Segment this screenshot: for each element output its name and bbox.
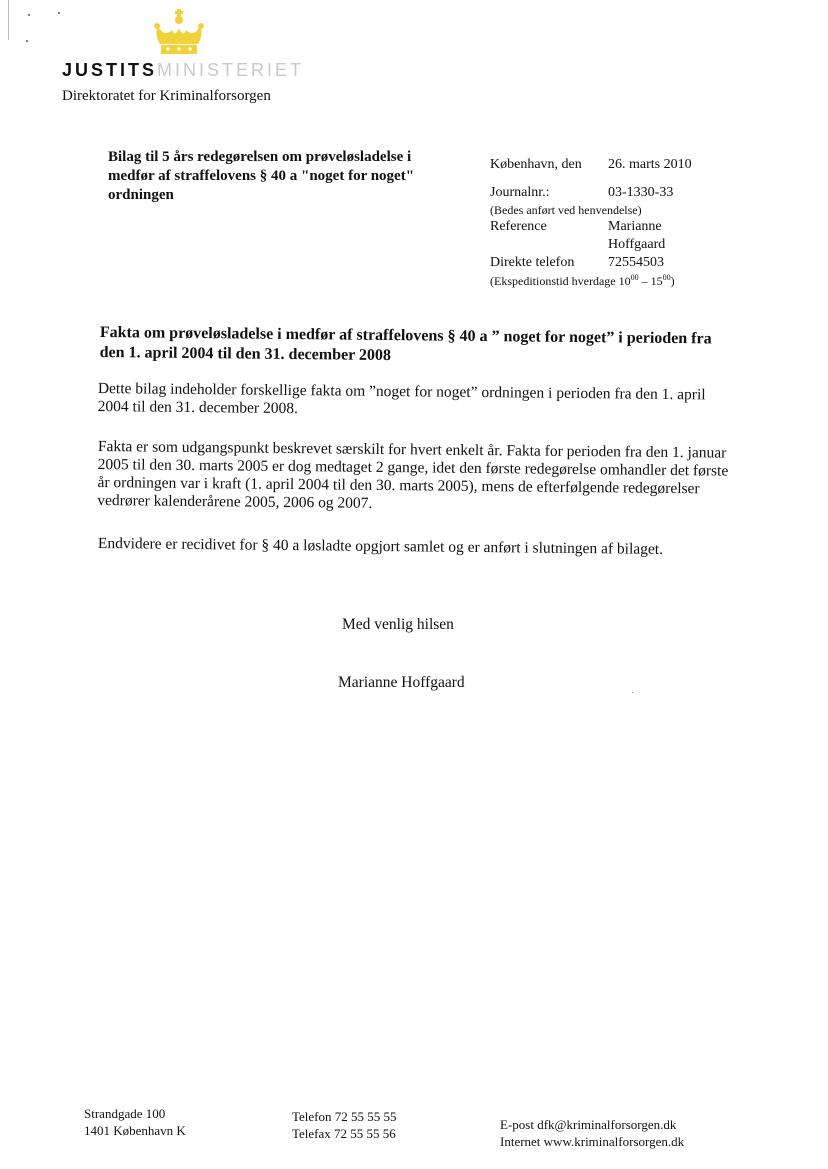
journal-label: Journalnr.:: [490, 185, 550, 200]
footer-city: 1401 København K: [84, 1123, 186, 1138]
subject-heading: Bilag til 5 års redegørelsen om prøveløsladelse i medfør af straffelovens § 40 a "noget for noget" ordningen: [108, 149, 415, 203]
footer-phone: Telefon 72 55 55 55: [292, 1109, 397, 1124]
signer-name: Marianne Hoffgaard: [338, 674, 465, 691]
hours-text: (Ekspeditionstid hverdage 10: [490, 274, 631, 288]
footer-street: Strandgade 100: [84, 1106, 166, 1121]
body-paragraph: Dette bilag indeholder forskellige fakta om ”noget for noget” ordningen i perioden fra den 1. april 2004 til den 31. december 2008.: [97, 380, 706, 418]
reference-name-2: Hoffgaard: [608, 237, 666, 252]
letter-meta: [490, 155, 730, 291]
scan-speck: [58, 12, 60, 14]
royal-crown-icon: [150, 8, 208, 56]
logo-part-light: MINISTERIET: [157, 60, 305, 80]
footer-contact: [500, 1116, 684, 1150]
hours-dash: – 15: [638, 274, 663, 288]
document-heading: Fakta om prøveløsladelse i medfør af straffelovens § 40 a ” noget for noget” i perioden fra den 1. april 2004 til den 31. december 2008: [99, 323, 712, 365]
scan-speck: [26, 40, 28, 42]
body-paragraph: Endvidere er recidivet for § 40 a løsladte opgjort samlet og er anført i slutningen af bilaget.: [97, 535, 664, 558]
scan-edge-line: [8, 0, 9, 40]
body-paragraph: Fakta er som udgangspunkt beskrevet særskilt for hvert enkelt år. Fakta for perioden fra den 1. januar 2005 til den 30. marts 2005 er dog medtaget 2 gange, idet den første redegørelse omhandler det første år ordningen var i kraft (1. april 2004 til den 30. marts 2005), mens de efterfølgende redegørelser vedrører kalenderårene 2005, 2006 og 2007.: [97, 438, 729, 512]
department-name: Direktoratet for Kriminalforsorgen: [62, 88, 271, 104]
footer-phones: [292, 1108, 397, 1142]
hours-to-sup: 00: [662, 273, 671, 282]
journal-number: 03-1330-33: [608, 185, 674, 200]
scan-speck: [28, 14, 30, 16]
office-hours-note: [490, 273, 675, 289]
logo-part-bold: JUSTITS: [62, 60, 158, 80]
reference-name-1: Marianne: [608, 219, 662, 234]
hours-from-sup: 00: [630, 273, 639, 282]
footer-address: [84, 1105, 186, 1139]
ministry-logo-text: [62, 60, 304, 81]
closing-greeting: Med venlig hilsen: [342, 616, 454, 633]
hours-close: ): [670, 274, 675, 288]
footer-email: E-post dfk@kriminalforsorgen.dk: [500, 1117, 677, 1132]
reference-label: Reference: [490, 219, 547, 234]
phone-label: Direkte telefon: [490, 255, 575, 270]
letter-date: 26. marts 2010: [608, 157, 692, 172]
footer-fax: Telefax 72 55 55 56: [292, 1126, 396, 1141]
footer-website: Internet www.kriminalforsorgen.dk: [500, 1134, 685, 1149]
place-date-label: København, den: [490, 157, 582, 172]
scan-speck: [632, 692, 633, 693]
journal-note: (Bedes anført ved henvendelse): [490, 203, 642, 217]
phone-number: 72554503: [608, 255, 664, 270]
